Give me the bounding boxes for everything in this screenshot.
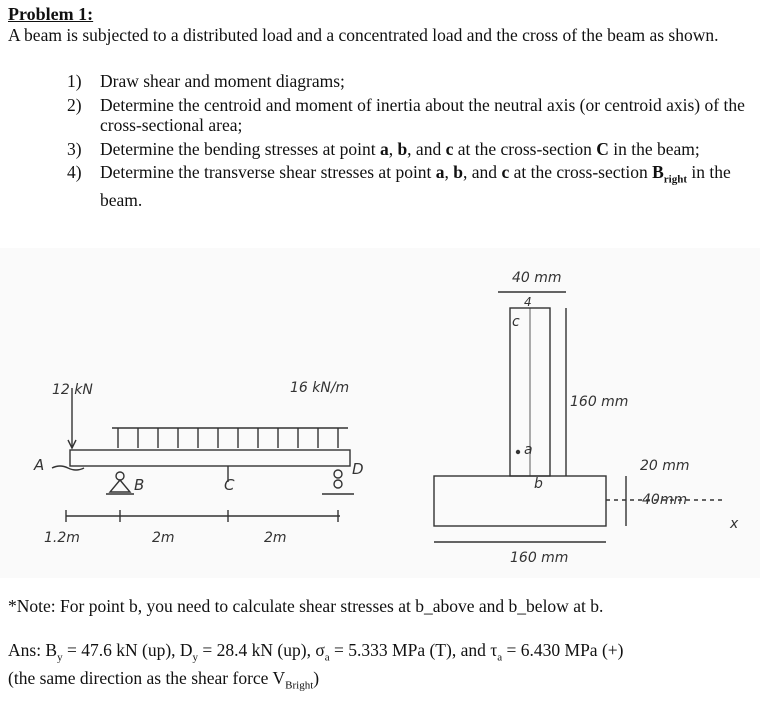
task-item bbox=[67, 95, 747, 136]
task-number: 3) bbox=[67, 138, 82, 159]
separator: , bbox=[444, 162, 454, 182]
point-label: b bbox=[453, 162, 464, 182]
label-axis-x: x bbox=[730, 516, 739, 532]
section-label: C bbox=[596, 138, 609, 159]
section-label: $B_{right}$ bbox=[652, 162, 688, 186]
task-number: 1) bbox=[67, 71, 82, 91]
answer-text: Ans: B bbox=[8, 640, 58, 660]
answer-text: = 28.4 kN (up), σ bbox=[198, 640, 325, 660]
answer-text: = 6.430 MPa (+) bbox=[502, 640, 624, 660]
label-concentrated-load: 12 kN bbox=[52, 382, 93, 398]
section-subscript: right bbox=[663, 173, 688, 186]
point-label: a bbox=[379, 138, 389, 159]
label-web-height: 160 mm bbox=[570, 394, 629, 410]
task-number: 2) bbox=[67, 94, 82, 115]
label-b: B bbox=[134, 476, 145, 494]
answer-text: = 47.6 kN (up), D bbox=[62, 640, 193, 660]
figure-background bbox=[0, 248, 760, 578]
task-text: at the cross-section bbox=[509, 162, 653, 182]
label-point-a: a bbox=[524, 442, 533, 458]
task-list bbox=[67, 71, 747, 214]
label-c: C bbox=[224, 476, 235, 494]
separator: , bbox=[388, 138, 398, 159]
label-a: A bbox=[34, 456, 45, 474]
problem-figure bbox=[0, 248, 760, 578]
task-text: in the beam. bbox=[100, 162, 731, 210]
label-flange-width: 160 mm bbox=[510, 550, 569, 566]
point-a-dot bbox=[516, 450, 520, 454]
task-text: at the cross-section bbox=[453, 138, 597, 159]
answer-block bbox=[8, 640, 753, 696]
point-label: b bbox=[397, 138, 408, 159]
label-quarter: 4 bbox=[524, 295, 532, 309]
separator: , and bbox=[407, 138, 446, 159]
label-distributed-load: 16 kN/m bbox=[290, 380, 350, 396]
task-item bbox=[67, 162, 747, 211]
label-point-b: b bbox=[534, 476, 543, 492]
answer-subscript: a bbox=[324, 651, 330, 664]
note-text: *Note: For point b, you need to calculate shear stresses at b_above and b_below at b. bbox=[8, 596, 604, 616]
label-span-2: 2m bbox=[152, 530, 175, 546]
point-label: c bbox=[445, 138, 454, 159]
answer-subscript: Bright bbox=[285, 679, 314, 692]
label-flange-offset: 20 mm bbox=[640, 458, 690, 474]
point-label: a bbox=[435, 162, 445, 182]
task-number: 4) bbox=[67, 162, 82, 182]
problem-title: Problem 1: bbox=[8, 4, 94, 24]
label-point-c: c bbox=[512, 314, 520, 330]
label-web-width: 40 mm bbox=[512, 270, 562, 286]
answer-subscript: y bbox=[57, 651, 63, 664]
point-label: c bbox=[501, 162, 510, 182]
answer-subscript: y bbox=[192, 651, 199, 664]
answer-text: = 5.333 MPa (T), and τ bbox=[329, 640, 498, 660]
label-d: D bbox=[352, 460, 364, 478]
answer-subscript: a bbox=[497, 651, 503, 664]
task-item bbox=[67, 71, 747, 92]
label-span-3: 2m bbox=[264, 530, 287, 546]
task-item bbox=[67, 139, 747, 160]
task-text: Determine the centroid and moment of inertia about the neutral axis (or centroid axis) of the cross-sectional area; bbox=[100, 94, 745, 135]
task-text: Determine the transverse shear stresses at point bbox=[100, 162, 436, 182]
task-text: Draw shear and moment diagrams; bbox=[100, 71, 345, 91]
answer-text: (the same direction as the shear force V bbox=[8, 668, 286, 688]
separator: , and bbox=[463, 162, 502, 182]
label-flange-depth: 40mm bbox=[642, 492, 688, 508]
answer-text: ) bbox=[313, 668, 320, 688]
task-text: in the beam; bbox=[608, 138, 700, 159]
problem-intro: A beam is subjected to a distributed load and a concentrated load and the cross of the beam as shown. bbox=[8, 25, 719, 45]
task-text: Determine the bending stresses at point bbox=[100, 138, 380, 159]
label-span-1: 1.2m bbox=[44, 530, 80, 546]
